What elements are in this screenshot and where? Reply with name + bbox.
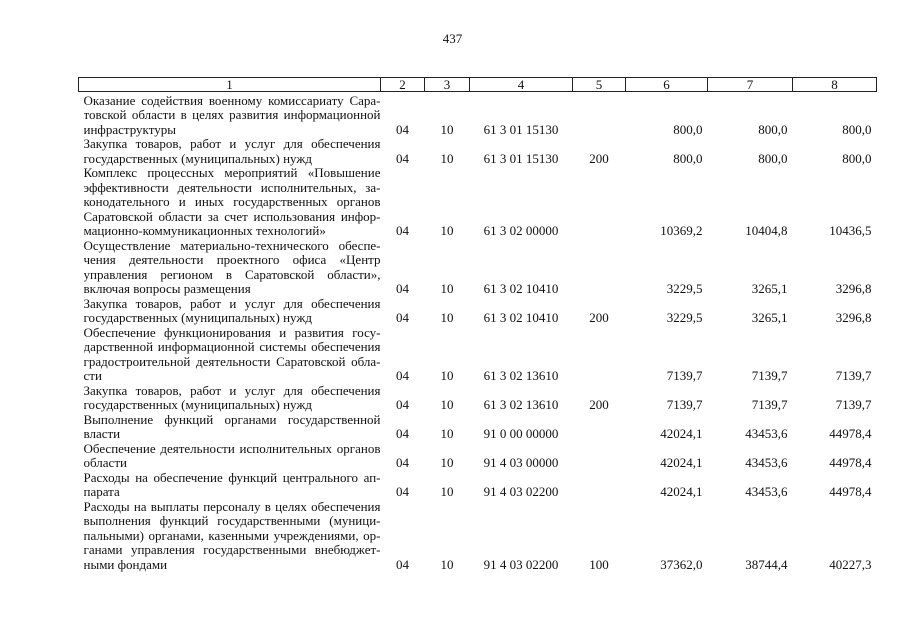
- header-col-2: 2: [381, 78, 425, 92]
- budget-table: [78, 77, 877, 572]
- amount-year-1: 37362,0: [660, 556, 703, 572]
- description-line: конодательного и иных государственных органов: [83, 195, 381, 209]
- expense-type: 200: [589, 310, 609, 325]
- table-row: [79, 326, 877, 384]
- amount-year-2: 3265,1: [751, 281, 788, 296]
- subsection: 10: [440, 281, 454, 296]
- target-article: 61 3 02 10410: [483, 281, 559, 296]
- section: 04: [396, 397, 409, 412]
- amount-year-2: 43453,6: [745, 455, 788, 470]
- description-line: Расходы на обеспечение функций центрального ап-: [83, 470, 381, 485]
- description-line: эффективности деятельности исполнительных, за-: [83, 180, 381, 195]
- row-description: [79, 413, 381, 442]
- amount-year-1: 42024,1: [660, 426, 703, 441]
- section: 04: [396, 556, 409, 572]
- target-article: 91 4 03 00000: [483, 455, 559, 470]
- description-line: государственных (муниципальных) нужд: [83, 311, 312, 325]
- target-article: 61 3 01 15130: [483, 121, 559, 137]
- amount-year-1: 7139,7: [666, 397, 703, 412]
- row-description: [79, 326, 381, 384]
- target-article: 61 3 01 15130: [483, 150, 559, 166]
- amount-year-2: 10404,8: [745, 223, 788, 238]
- description-line: Закупка товаров, работ и услуг для обеспечения: [83, 296, 381, 311]
- header-col-6: 6: [626, 78, 708, 92]
- expense-type: [573, 166, 626, 239]
- target-article: 61 3 02 10410: [483, 310, 559, 325]
- table-row: [79, 384, 877, 413]
- amount-year-1: 7139,7: [666, 368, 703, 383]
- description-line: управления регионом в Саратовской области»,: [83, 267, 381, 282]
- amount-year-3: 10436,5: [829, 223, 872, 238]
- amount-year-3: 7139,7: [835, 368, 872, 383]
- description-line: Обеспечение функционирования и развития госу-: [83, 325, 381, 340]
- subsection: 10: [440, 455, 454, 470]
- description-line: ными фондами: [83, 557, 168, 572]
- amount-year-3: 800,0: [842, 121, 872, 137]
- description-line: государственных (муниципальных) нужд: [83, 151, 312, 166]
- expense-type: 200: [589, 397, 609, 412]
- amount-year-1: 3229,5: [666, 310, 703, 325]
- amount-year-1: 800,0: [673, 150, 703, 166]
- target-article: 91 4 03 02200: [483, 484, 559, 499]
- amount-year-2: 7139,7: [751, 397, 788, 412]
- section: 04: [396, 368, 409, 383]
- expense-type: 200: [589, 150, 609, 166]
- amount-year-1: 3229,5: [666, 281, 703, 296]
- description-line: включая вопросы размещения: [83, 282, 251, 296]
- subsection: 10: [440, 484, 454, 499]
- row-description: [79, 500, 381, 573]
- amount-year-2: 7139,7: [751, 368, 788, 383]
- row-description: [79, 297, 381, 326]
- amount-year-3: 40227,3: [829, 556, 872, 572]
- description-line: Расходы на выплаты персоналу в целях обеспечения: [83, 499, 381, 514]
- expense-type: [573, 326, 626, 384]
- target-article: 61 3 02 13610: [483, 368, 559, 383]
- description-line: Закупка товаров, работ и услуг для обеспечения: [83, 137, 381, 151]
- description-line: Комплекс процессных мероприятий «Повышение: [83, 166, 381, 180]
- subsection: 10: [440, 426, 454, 441]
- table-row: [79, 137, 877, 166]
- description-line: Обеспечение деятельности исполнительных органов: [83, 441, 381, 456]
- expense-type: 100: [589, 556, 609, 572]
- table-row: [79, 442, 877, 471]
- header-col-4: 4: [470, 78, 573, 92]
- description-line: градостроительной деятельности Саратовской обла-: [83, 354, 381, 369]
- target-article: 91 0 00 00000: [483, 426, 559, 441]
- description-line: власти: [83, 427, 121, 441]
- expense-type: [573, 413, 626, 442]
- description-line: Выполнение функций органами государственной: [83, 412, 381, 427]
- amount-year-3: 44978,4: [829, 484, 872, 499]
- amount-year-2: 800,0: [758, 150, 788, 166]
- description-line: Саратовской области за счет использования инфор-: [83, 209, 381, 224]
- amount-year-1: 800,0: [673, 121, 703, 137]
- header-col-1: 1: [79, 78, 381, 92]
- description-line: выполнения функций государственными (муници-: [83, 514, 381, 528]
- section: 04: [396, 455, 409, 470]
- expense-type: [573, 442, 626, 471]
- expense-type: [573, 239, 626, 297]
- header-col-7: 7: [708, 78, 793, 92]
- description-line: ганами управления государственными внебюджет-: [83, 543, 381, 557]
- description-line: парата: [83, 485, 120, 499]
- amount-year-3: 3296,8: [835, 281, 872, 296]
- subsection: 10: [440, 368, 454, 383]
- amount-year-3: 44978,4: [829, 426, 872, 441]
- description-line: сти: [83, 369, 102, 383]
- description-line: чения деятельности проектного офиса «Центр: [83, 253, 381, 267]
- section: 04: [396, 223, 409, 238]
- table-body: [79, 92, 877, 573]
- subsection: 10: [440, 397, 454, 412]
- table-row: [79, 297, 877, 326]
- section: 04: [396, 310, 409, 325]
- amount-year-3: 44978,4: [829, 455, 872, 470]
- row-description: [79, 471, 381, 500]
- table-row: [79, 471, 877, 500]
- expense-type: [573, 471, 626, 500]
- target-article: 61 3 02 00000: [483, 223, 559, 238]
- section: 04: [396, 121, 409, 137]
- header-col-5: 5: [573, 78, 626, 92]
- page-number: 437: [442, 31, 463, 46]
- description-line: пальными) органами, казенными учреждениями, ор-: [83, 528, 381, 543]
- row-description: [79, 442, 381, 471]
- description-line: дарственной информационной системы обеспечения: [83, 340, 381, 354]
- description-line: мационно-коммуникационных технологий»: [83, 224, 326, 238]
- row-description: [79, 384, 381, 413]
- table-header-row: [79, 78, 877, 92]
- subsection: 10: [440, 310, 454, 325]
- row-description: [79, 94, 381, 138]
- amount-year-1: 42024,1: [660, 455, 703, 470]
- amount-year-1: 10369,2: [660, 223, 703, 238]
- row-description: [79, 137, 381, 166]
- row-description: [79, 166, 381, 239]
- table-row: [79, 239, 877, 297]
- subsection: 10: [440, 150, 454, 166]
- amount-year-1: 42024,1: [660, 484, 703, 499]
- table-row: [79, 166, 877, 239]
- row-description: [79, 239, 381, 297]
- amount-year-3: 800,0: [842, 150, 872, 166]
- table-row: [79, 94, 877, 138]
- subsection: 10: [440, 121, 454, 137]
- amount-year-2: 800,0: [758, 121, 788, 137]
- amount-year-2: 43453,6: [745, 426, 788, 441]
- target-article: 91 4 03 02200: [483, 556, 559, 572]
- description-line: Оказание содействия военному комиссариату Сара-: [83, 93, 381, 108]
- header-col-8: 8: [793, 78, 877, 92]
- amount-year-2: 3265,1: [751, 310, 788, 325]
- subsection: 10: [440, 223, 454, 238]
- amount-year-3: 3296,8: [835, 310, 872, 325]
- section: 04: [396, 484, 409, 499]
- amount-year-2: 38744,4: [745, 556, 788, 572]
- table-row: [79, 413, 877, 442]
- header-col-3: 3: [425, 78, 470, 92]
- description-line: товской области в целях развития информационной: [83, 108, 381, 122]
- subsection: 10: [440, 556, 454, 572]
- description-line: Осуществление материально-технического обеспе-: [83, 238, 381, 253]
- table-row: [79, 500, 877, 573]
- target-article: 61 3 02 13610: [483, 397, 559, 412]
- amount-year-3: 7139,7: [835, 397, 872, 412]
- section: 04: [396, 281, 409, 296]
- section: 04: [396, 426, 409, 441]
- section: 04: [396, 150, 409, 166]
- amount-year-2: 43453,6: [745, 484, 788, 499]
- description-line: государственных (муниципальных) нужд: [83, 398, 312, 412]
- description-line: области: [83, 456, 127, 470]
- description-line: Закупка товаров, работ и услуг для обеспечения: [83, 383, 381, 398]
- description-line: инфраструктуры: [83, 122, 176, 137]
- expense-type: [573, 94, 626, 138]
